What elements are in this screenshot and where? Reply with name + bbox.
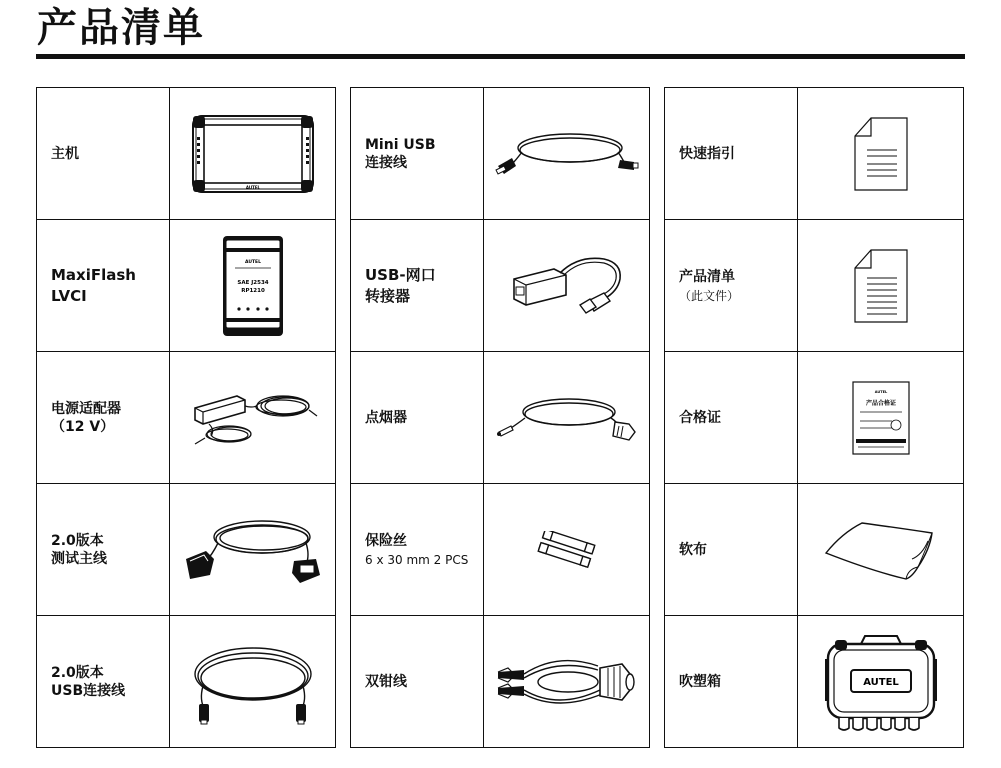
item-row [665,220,964,352]
item-name: 快速指引 [679,145,735,162]
usb-ethernet-adapter-icon [504,249,630,323]
item-name: Mini USB 连接线 [365,136,436,171]
item-row [351,220,650,352]
item-row [37,352,336,484]
item-name: 2.0版本 USB连接线 [51,664,126,699]
item-table-column-3 [664,87,964,748]
certificate-icon [852,381,910,455]
item-name: 主机 [51,145,79,162]
coiled-usb-cable-icon [185,638,321,726]
item-spec: 6 x 30 mm 2 PCS [365,552,469,567]
item-row [37,220,336,352]
vci-brand-text: AUTEL [244,259,261,265]
title-underline [36,54,965,59]
item-row [351,352,650,484]
tablet-brand-text: AUTEL [245,184,260,190]
item-name: MaxiFlash LVCI [51,265,136,305]
item-row [665,484,964,616]
item-name: 合格证 [679,409,721,426]
item-row [351,616,650,748]
item-note: （此文件） [679,288,740,303]
item-row [37,616,336,748]
soft-cloth-icon [822,519,940,581]
packing-list-document-icon [853,248,909,324]
vci-standard-text: SAE J2534 [236,279,269,286]
quick-guide-document-icon [853,116,909,192]
item-row [665,88,964,220]
page-title: 产品清单 [37,5,205,51]
clamp-cable-icon [494,650,640,714]
item-name: USB-网口 转接器 [365,265,436,305]
item-row [351,484,650,616]
item-table-column-1 [36,87,336,748]
item-row [37,88,336,220]
case-brand-text: AUTEL [862,676,899,688]
item-name: 吹塑箱 [679,673,721,690]
cigarette-lighter-cable-icon [495,392,639,444]
obd-cable-icon [180,513,326,587]
item-row [665,616,964,748]
item-row [37,484,336,616]
item-name: 双钳线 [365,673,407,690]
power-adapter-icon [185,386,321,450]
certificate-title-text: 产品合格证 [865,399,896,407]
vci-protocol-text: RP1210 [240,287,265,294]
item-row [351,88,650,220]
certificate-brand-text: AUTEL [874,389,887,394]
item-name: 电源适配器 （12 V） [51,400,121,435]
item-row [665,352,964,484]
item-name: 软布 [679,541,707,558]
item-name: 点烟器 [365,409,407,426]
item-name: 产品清单 [679,268,735,285]
item-table-column-2 [350,87,650,748]
fuse-icon [534,531,600,569]
item-name: 保险丝 [365,532,407,549]
vci-box-icon [221,234,285,338]
carrying-case-icon [825,630,937,734]
tablet-icon [190,113,316,195]
item-name: 2.0版本 测试主线 [51,532,107,567]
mini-usb-cable-icon [494,126,640,182]
